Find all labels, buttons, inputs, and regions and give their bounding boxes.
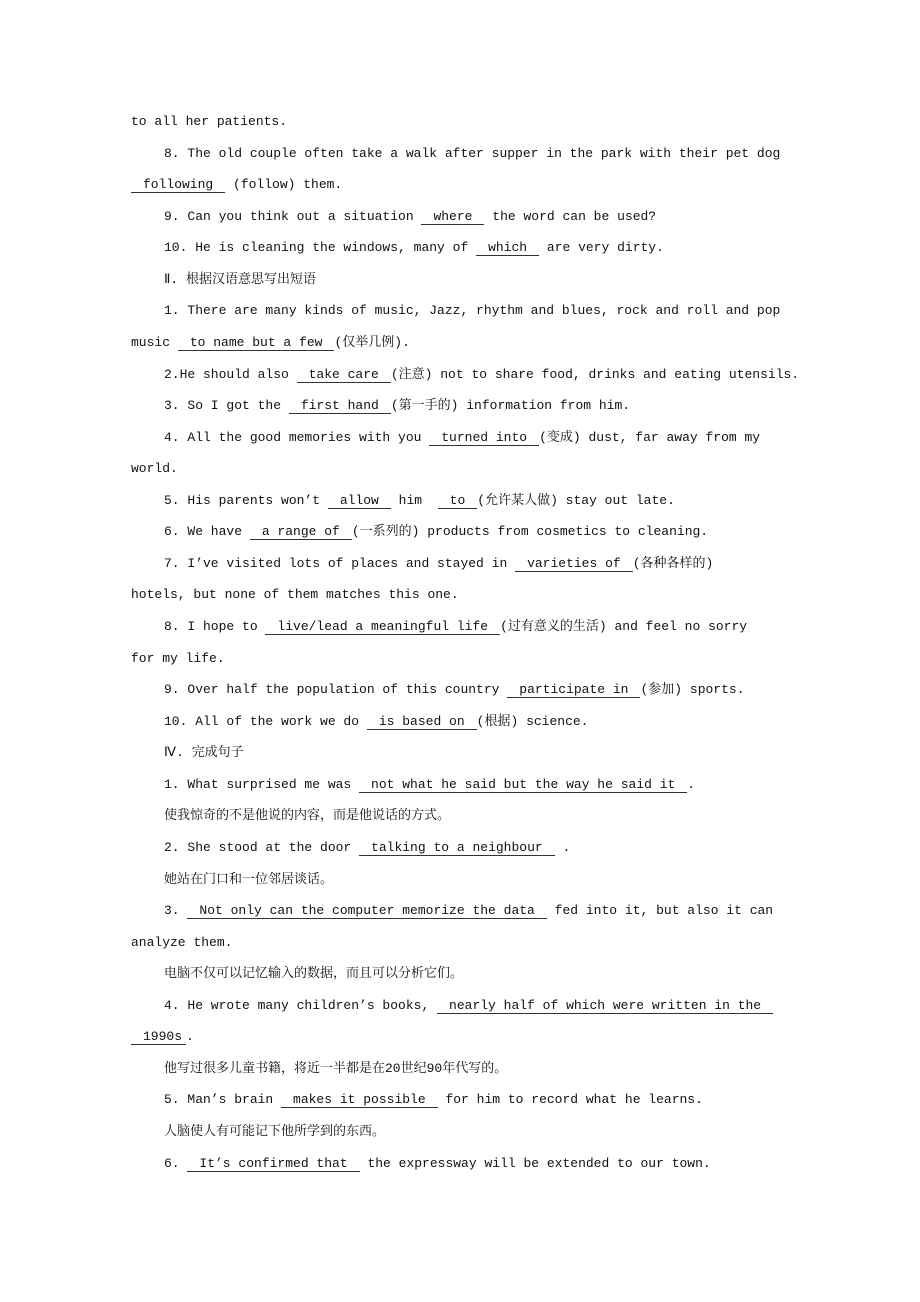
document-line — [131, 643, 851, 675]
line-text: 7. I’ve visited lots of places and stayed in — [164, 555, 516, 571]
answer-blank: Not only can the computer memorize the data — [187, 903, 546, 919]
line-text: 1. There are many kinds of music, Jazz, rhythm and blues, rock and roll and pop — [164, 303, 781, 319]
answer-blank: makes it possible — [281, 1092, 438, 1108]
document-line — [131, 800, 851, 832]
line-text: Ⅳ. 完成句子 — [164, 745, 244, 761]
document-line — [131, 611, 851, 643]
answer-blank: to — [438, 493, 478, 509]
line-text: 5. Man’s brain — [164, 1092, 282, 1108]
answer-blank: where — [421, 209, 484, 225]
document-line — [131, 138, 851, 170]
line-text: 9. Over half the population of this country — [164, 682, 508, 698]
document-line — [131, 422, 851, 454]
line-text: . — [687, 776, 696, 792]
line-text: world. — [131, 461, 178, 477]
answer-blank: first hand — [289, 398, 391, 414]
document-line — [131, 295, 851, 327]
line-text: (各种各样的) — [632, 555, 714, 571]
document-line — [131, 516, 851, 548]
line-text: 2. She stood at the door — [164, 839, 360, 855]
document-line — [131, 232, 851, 264]
answer-blank: following — [131, 177, 225, 193]
line-text: 10. He is cleaning the windows, many of — [164, 240, 477, 256]
line-text: 6. — [164, 1155, 188, 1171]
line-text: him — [390, 492, 438, 508]
line-text: fed into it, but also it can — [546, 903, 774, 919]
answer-blank: live/lead a meaningful life — [265, 619, 500, 635]
line-text: 2.He should also — [164, 366, 297, 382]
document-line — [131, 106, 851, 138]
line-text: (一系列的) products from cosmetics to cleaning. — [351, 524, 709, 540]
document-line — [131, 958, 851, 990]
line-text: (注意) not to share food, drinks and eating utensils. — [390, 366, 800, 382]
document-line — [131, 1148, 851, 1180]
line-text: Ⅱ. 根据汉语意思写出短语 — [164, 271, 317, 287]
answer-blank: which — [476, 240, 539, 256]
document-line — [131, 674, 851, 706]
line-text: 他写过很多儿童书籍，将近一半都是在20世纪90年代写的。 — [164, 1060, 508, 1076]
document-line — [131, 201, 851, 233]
answer-blank: turned into — [429, 430, 539, 446]
answer-blank: take care — [297, 367, 391, 383]
line-text: 4. He wrote many children’s books, — [164, 997, 438, 1013]
document-line — [131, 390, 851, 422]
document-line — [131, 485, 851, 517]
document-line — [131, 1116, 851, 1148]
line-text: 1. What surprised me was — [164, 776, 360, 792]
answer-blank: It’s confirmed that — [187, 1156, 359, 1172]
document-line — [131, 359, 851, 391]
document-line — [131, 895, 851, 927]
document-line — [131, 990, 851, 1022]
line-text: 人脑使人有可能记下他所学到的东西。 — [164, 1124, 386, 1139]
line-text: (允许某人做) stay out late. — [477, 492, 675, 508]
line-text: . — [186, 1029, 194, 1045]
document-line — [131, 927, 851, 959]
answer-blank: participate in — [507, 682, 640, 698]
document-line — [131, 737, 851, 769]
line-text: (仅举几例). — [334, 334, 410, 350]
answer-blank: 1990s — [131, 1029, 186, 1045]
line-text: analyze them. — [131, 934, 233, 950]
line-text: 10. All of the work we do — [164, 713, 367, 729]
line-text: 使我惊奇的不是他说的内容，而是他说话的方式。 — [164, 808, 451, 824]
line-text: . — [554, 839, 571, 855]
line-text: (过有意义的生活) and feel no sorry — [500, 619, 748, 634]
document-line — [131, 169, 851, 201]
document-line — [131, 548, 851, 580]
line-text: 3. So I got the — [164, 398, 289, 414]
answer-blank: varieties of — [515, 556, 633, 572]
line-text: hotels, but none of them matches this one. — [131, 587, 459, 603]
answer-blank: talking to a neighbour — [359, 840, 555, 856]
line-text: for him to record what he learns. — [437, 1092, 703, 1108]
line-text: the word can be used? — [484, 208, 657, 224]
document-line — [131, 1053, 851, 1085]
document-line — [131, 832, 851, 864]
line-text: 电脑不仅可以记忆输入的数据，而且可以分析它们。 — [164, 966, 464, 982]
document-line — [131, 264, 851, 296]
line-text: (根据) science. — [476, 713, 589, 729]
document-line — [131, 864, 851, 896]
line-text: (follow) them. — [225, 177, 343, 193]
document-line — [131, 706, 851, 738]
document-page — [131, 106, 851, 1179]
line-text: 她站在门口和一位邻居谈话。 — [164, 871, 334, 887]
document-line — [131, 453, 851, 485]
line-text: (第一手的) information from him. — [390, 398, 631, 414]
line-text: (变成) dust, far away from my — [539, 429, 761, 445]
line-text: music — [131, 334, 178, 350]
line-text: 5. His parents won’t — [164, 492, 328, 508]
line-text: 9. Can you think out a situation — [164, 208, 422, 224]
line-text: 3. — [164, 903, 188, 919]
line-text: 4. All the good memories with you — [164, 429, 430, 445]
line-text: are very dirty. — [539, 240, 664, 256]
document-line — [131, 769, 851, 801]
line-text: 8. I hope to — [164, 619, 266, 634]
answer-blank: allow — [328, 493, 391, 509]
line-text: (参加) sports. — [640, 682, 745, 698]
answer-blank: nearly half of which were written in the — [437, 998, 773, 1014]
line-text: 8. The old couple often take a walk after supper in the park with their pet dog — [164, 145, 781, 161]
document-line — [131, 1084, 851, 1116]
answer-blank: a range of — [250, 524, 352, 540]
answer-blank: is based on — [367, 714, 477, 730]
line-text: to all her patients. — [131, 114, 288, 129]
document-line — [131, 327, 851, 359]
line-text: the expressway will be extended to our town. — [359, 1155, 711, 1171]
answer-blank: not what he said but the way he said it — [359, 777, 687, 793]
document-line — [131, 579, 851, 611]
line-text: 6. We have — [164, 524, 250, 540]
line-text: for my life. — [131, 650, 225, 666]
answer-blank: to name but a few — [178, 335, 335, 351]
document-line — [131, 1021, 851, 1053]
